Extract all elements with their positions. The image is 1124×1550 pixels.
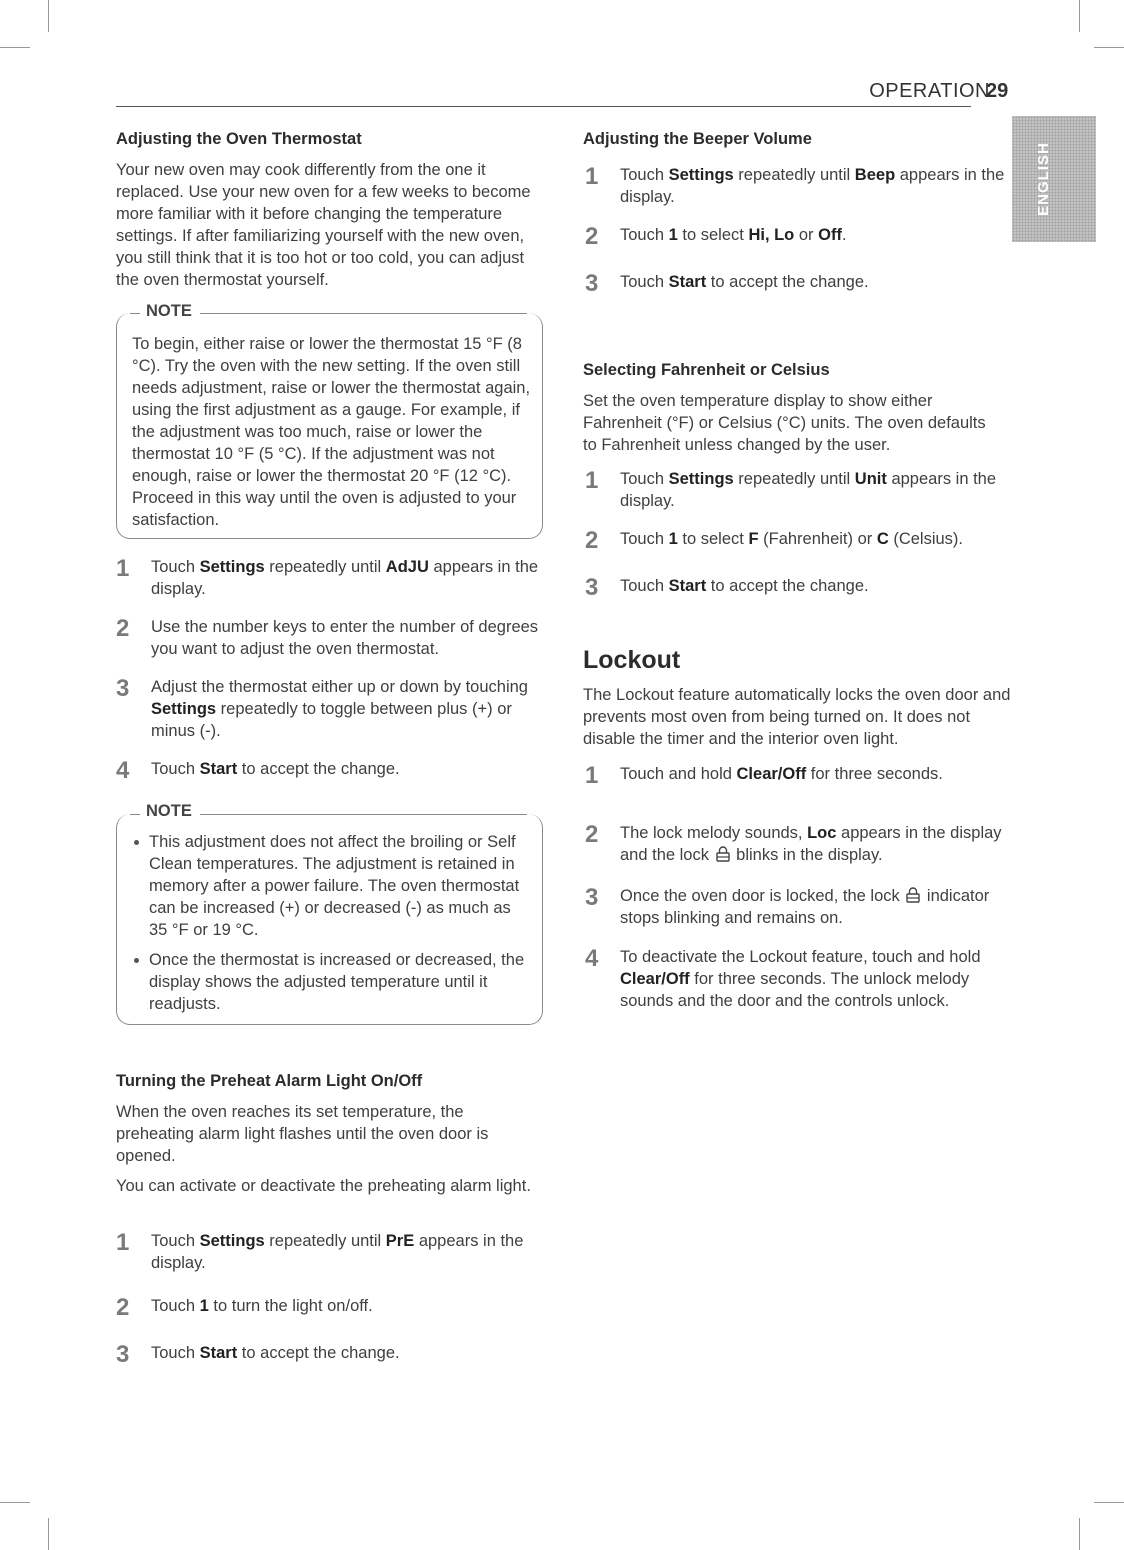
section-title: OPERATION: [869, 80, 990, 102]
step-number: 4: [116, 757, 130, 784]
crop-mark: [0, 47, 30, 48]
step-text: Once the oven door is locked, the lock indicator stops blinking and remains on.: [620, 887, 990, 927]
step-number: 3: [585, 884, 599, 911]
beeper-heading: Adjusting the Beeper Volume: [583, 130, 812, 148]
fahrenheit-heading: Selecting Fahrenheit or Celsius: [583, 361, 830, 379]
language-tab: [1012, 116, 1096, 242]
crop-mark: [48, 1518, 49, 1550]
step-text: Touch 1 to select Hi, Lo or Off.: [620, 226, 847, 244]
step-text: Touch Start to accept the change.: [620, 577, 869, 595]
preheat-section: [116, 1071, 536, 1197]
lock-icon: [716, 846, 730, 862]
step-text: Touch and hold Clear/Off for three seconds.: [620, 765, 943, 783]
note-bullet-list: [132, 831, 527, 1015]
step-number: 3: [585, 270, 599, 297]
note-bullet: Once the thermostat is increased or decreased, the display shows the adjusted temperature until it readjusts.: [132, 949, 527, 1015]
step-number: 4: [585, 945, 599, 972]
step-number: 3: [116, 1341, 130, 1368]
lock-icon: [906, 887, 920, 903]
preheat-paragraph: You can activate or deactivate the preheating alarm light.: [116, 1177, 531, 1195]
step-number: 1: [585, 762, 599, 789]
fahrenheit-intro: Set the oven temperature display to show either Fahrenheit (°F) or Celsius (°C) units. The oven defaults to Fahrenheit unless changed by the user.: [583, 392, 986, 454]
step-number: 1: [116, 555, 130, 582]
step-number: 1: [585, 163, 599, 190]
step-text: Touch Settings repeatedly until AdJU appears in the display.: [151, 558, 539, 598]
note-title: NOTE: [140, 302, 200, 321]
preheat-heading: Turning the Preheat Alarm Light On/Off: [116, 1072, 423, 1090]
note-bullet: This adjustment does not affect the broiling or Self Clean temperatures. The adjustment is retained in memory after a power failure. The oven thermostat can be increased (+) or decreased (-) as much as 35 °F or 19 °C.: [132, 831, 527, 941]
crop-mark: [1079, 1518, 1080, 1550]
crop-mark: [1079, 0, 1080, 32]
step-number: 3: [585, 574, 599, 601]
lockout-intro: The Lockout feature automatically locks the oven door and prevents most oven from being turned on. It does not disable the timer and the interior oven light.: [583, 686, 1011, 748]
step-text: The lock melody sounds, Loc appears in the display and the lock blinks in the display.: [620, 824, 1002, 864]
step-number: 2: [116, 1294, 130, 1321]
step-text: Use the number keys to enter the number of degrees you want to adjust the oven thermostat.: [151, 618, 539, 658]
step-text: Touch Start to accept the change.: [151, 1344, 400, 1362]
note-text: To begin, either raise or lower the thermostat 15 °F (8 °C). Try the oven with the new setting. If the oven still needs adjustment, raise or lower the thermostat again, using the first adjustment as a gauge. For example, if the adjustment was too much, raise or lower the thermostat 10 °F (5 °C). If the adjustment was not enough, raise or lower the thermostat 20 °F (12 °C). Proceed in this way until the oven is adjusted to your satisfaction.: [132, 335, 531, 529]
step-number: 1: [585, 467, 599, 494]
crop-mark: [1094, 1502, 1124, 1503]
step-text: Touch 1 to select F (Fahrenheit) or C (Celsius).: [620, 530, 964, 548]
step-text: Touch Start to accept the change.: [620, 273, 869, 291]
step-number: 1: [116, 1229, 130, 1256]
step-number: 3: [116, 675, 130, 702]
step-text: Touch 1 to turn the light on/off.: [151, 1297, 373, 1315]
header-divider: [116, 106, 971, 107]
step-text: Touch Settings repeatedly until PrE appears in the display.: [151, 1232, 524, 1272]
step-number: 2: [585, 223, 599, 250]
step-number: 2: [585, 527, 599, 554]
step-number: 2: [116, 615, 130, 642]
thermostat-intro: Your new oven may cook differently from the one it replaced. Use your new oven for a few weeks to become more familiar with it before changing the temperature settings. If after familiarizing yourself with the new oven, you still think that it is too hot or too cold, you can adjust the oven thermostat yourself.: [116, 161, 531, 289]
step-text: Touch Settings repeatedly until Unit appears in the display.: [620, 470, 997, 510]
note-title: NOTE: [140, 802, 200, 821]
crop-mark: [1094, 47, 1124, 48]
lockout-heading: Lockout: [583, 646, 681, 674]
step-text: To deactivate the Lockout feature, touch and hold Clear/Off for three seconds. The unlock melody sounds and the door and the controls unlock.: [620, 948, 981, 1010]
language-tab-label: ENGLISH: [1035, 142, 1052, 216]
page-number: 29: [986, 80, 1009, 102]
crop-mark: [48, 0, 49, 32]
fahrenheit-section: [583, 360, 1003, 456]
step-number: 2: [585, 821, 599, 848]
step-text: Touch Settings repeatedly until Beep appears in the display.: [620, 166, 1005, 206]
thermostat-heading: Adjusting the Oven Thermostat: [116, 130, 362, 148]
thermostat-section: [116, 129, 546, 291]
step-text: Touch Start to accept the change.: [151, 760, 400, 778]
crop-mark: [0, 1502, 30, 1503]
preheat-paragraph: When the oven reaches its set temperature, the preheating alarm light flashes until the oven door is opened.: [116, 1103, 489, 1165]
lockout-section: [583, 646, 1013, 750]
step-text: Adjust the thermostat either up or down by touching Settings repeatedly to toggle between plus (+) or minus (-).: [151, 678, 528, 740]
